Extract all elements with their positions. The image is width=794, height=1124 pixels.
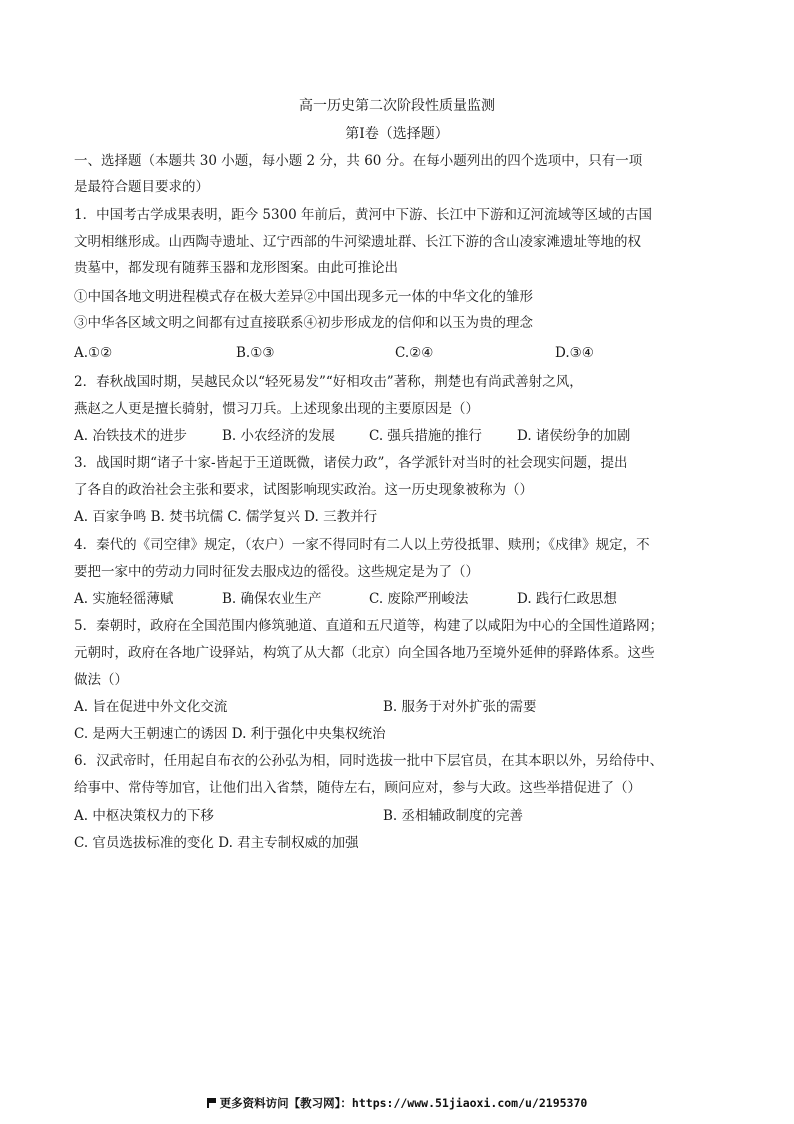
- question-5-stem: 5．秦朝时，政府在全国范围内修筑驰道、直道和五尺道等，构建了以咸阳为中心的全国性道路网；: [74, 618, 664, 634]
- question-6-stem: 给事中、常侍等加官，让他们出入省禁，随侍左右，顾问应对，参与大政。这些举措促进了（）: [74, 780, 641, 796]
- section-subtitle: 第Ⅰ卷（选择题）: [345, 126, 449, 142]
- question-3-stem: 了各自的政治社会主张和要求，试图影响现实政治。这一历史现象被称为（）: [74, 482, 533, 498]
- question-2-option-c: C. 强兵措施的推行: [369, 428, 482, 444]
- question-5-option-a: A. 旨在促进中外文化交流: [74, 699, 228, 715]
- instructions-line: 是最符合题目要求的）: [74, 179, 209, 195]
- question-2-option-d: D. 诸侯纷争的加剧: [517, 428, 631, 444]
- question-2-stem: 2．春秋战国时期，吴越民众以“轻死易发”“好相攻击”著称，荆楚也有尚武善射之风，: [74, 374, 583, 390]
- footer-text: 更多资料访问【教习网】：https://www.51jiaoxi.com/u/2195370: [219, 1096, 588, 1110]
- question-6-options-cd: C. 官员选拔标准的变化 D. 君主专制权威的加强: [74, 835, 359, 851]
- question-6-stem: 6．汉武帝时，任用起自布衣的公孙弘为相，同时选拔一批中下层官员，在其本职以外，另给侍中、: [74, 753, 664, 769]
- question-2-stem: 燕赵之人更是擅长骑射，惯习刀兵。上述现象出现的主要原因是（）: [74, 401, 479, 417]
- question-1-stem: 文明相继形成。山西陶寺遗址、辽宁西部的牛河梁遗址群、长江下游的含山凌家滩遗址等地的权: [74, 234, 641, 250]
- question-5-stem: 元朝时，政府在各地广设驿站，构筑了从大都（北京）向全国各地乃至境外延伸的驿路体系。这些: [74, 645, 655, 661]
- question-1-stem: 1．中国考古学成果表明，距今 5300 年前后，黄河中下游、长江中下游和辽河流域等区域的古国: [74, 207, 653, 223]
- question-4-stem: 4．秦代的《司空律》规定，（农户）一家不得同时有二人以上劳役抵罪、赎刑；《戍律》规定，不: [74, 537, 650, 553]
- question-5-stem: 做法（）: [74, 672, 128, 688]
- question-2-option-b: B. 小农经济的发展: [222, 428, 336, 444]
- question-4-option-d: D. 践行仁政思想: [517, 591, 617, 607]
- question-4-option-c: C. 废除严刑峻法: [369, 591, 469, 607]
- question-6-option-b: B. 丞相辅政制度的完善: [383, 808, 524, 824]
- question-3-stem: 3．战国时期“诸子十家-皆起于王道既微，诸侯力政”，各学派针对当时的社会现实问题，提出: [74, 455, 628, 471]
- question-2-option-a: A. 冶铁技术的进步: [74, 428, 187, 444]
- question-1-option-a: A.①②: [74, 345, 113, 361]
- question-1-option-b: B.①③: [236, 345, 275, 361]
- question-1-statement: ①中国各地文明进程模式存在极大差异②中国出现多元一体的中华文化的雏形: [74, 289, 533, 305]
- question-3-options: A. 百家争鸣 B. 焚书坑儒 C. 儒学复兴 D. 三教并行: [74, 509, 378, 525]
- question-4-option-b: B. 确保农业生产: [222, 591, 322, 607]
- question-1-stem: 贵墓中，都发现有随葬玉器和龙形图案。由此可推论出: [74, 260, 398, 276]
- question-6-option-a: A. 中枢决策权力的下移: [74, 808, 214, 824]
- footer-link[interactable]: [0, 1095, 794, 1111]
- flag-icon: [207, 1098, 216, 1108]
- question-4-option-a: A. 实施轻徭薄赋: [74, 591, 174, 607]
- question-5-option-b: B. 服务于对外扩张的需要: [383, 699, 537, 715]
- question-1-option-d: D.③④: [555, 345, 594, 361]
- instructions-line: 一、选择题（本题共 30 小题，每小题 2 分，共 60 分。在每小题列出的四个选项中，只有一项: [74, 153, 643, 169]
- question-5-options-cd: C. 是两大王朝速亡的诱因 D. 利于强化中央集权统治: [74, 726, 386, 742]
- page-title: 高一历史第二次阶段性质量监测: [299, 98, 495, 114]
- question-4-stem: 要把一家中的劳动力同时征发去服戍边的徭役。这些规定是为了（）: [74, 564, 479, 580]
- question-1-option-c: C.②④: [395, 345, 434, 361]
- question-1-statement: ③中华各区域文明之间都有过直接联系④初步形成龙的信仰和以玉为贵的理念: [74, 315, 533, 331]
